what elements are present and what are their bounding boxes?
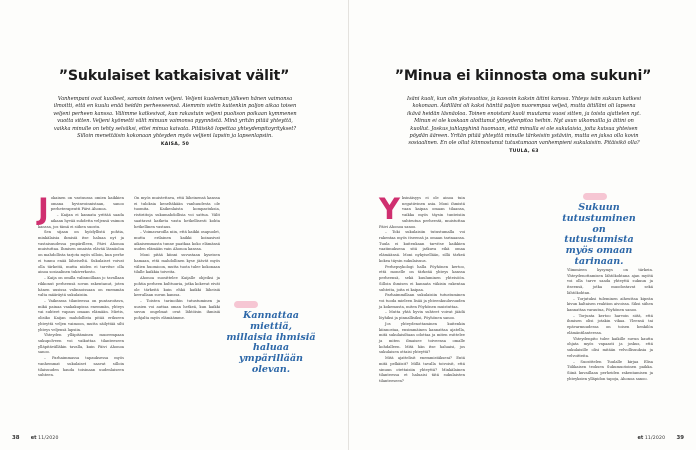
right-col1-paragraph: Jos yhteydenottaminen kuitenkin kiinnostaa, ensimmäinen kannattaa ajatella, mitä sukulaisiltaan odottaa ja miten esittelee ja miten ilmaisee toiveensa omalle kohdalleen. Mitä hän itse haluaisi, jos sukulaisen ottaisi yhteyttä? bbox=[379, 321, 465, 355]
left-headline: ”Sukulaiset katkaisivat välit” bbox=[58, 68, 290, 84]
right-col2-paragraph: Yhteydenpito tulee kaikille suvun kautta ohjata myös vapaasti ja joskus, että sukulaisille olisi mitään velvollisuuksia ja velvoitteita. bbox=[567, 336, 653, 358]
left-column-1 bbox=[38, 192, 124, 379]
right-col2-paragraph: – Torjutuksi tuleminen aiheuttaa kipeän kivun kaltaisen reaktion aivoissa. Siksi siihen kannattaa varautua, Pöyhönen sanoo. bbox=[567, 296, 653, 313]
left-col1-paragraph: Yhteyden ylläpitäminen muorempaan sukupolveen voi vaikuttaa tilanteeseen ylläpitävälläkin tavalla, kuin Päivi Ahonoa sanoo. bbox=[38, 333, 124, 355]
right-headline: ”Minua ei kiinnosta oma sukuni” bbox=[394, 68, 652, 84]
left-col1-paragraph: okainen on vastuussa omien kaikkien omana hyvinvoinnistaan, sanoo perheterapeutti Päivi Ahonoa. bbox=[50, 196, 124, 212]
right-intro-text: Isäni kuoli, kun olin yksivuotias, ja kasvoin kaksin äitini kanssa. Yhteys isän sukuun katkesi kokonaan. Äidilläni oli kaksi hänttä paljon nuorempaa veljeä, mutta äitilläni oli lapsena ikävä heidän läsnäoloa. Toinen enoistani kuoli muutama vuosi sitten, ja toista ajattelen nyt. Minun ei ole koskaan aloittanut yhteydenpitoa heihin. Nyt asun ulkomailla ja äitini on kuollut. Joskus juhlapyhinä huomaan, että minulla ei ole sukulaisia, joita kutsua yhteisen pöydän ääreen. Yritän pitää yhteyttä minulle tärkeisiin ystäviin, mutta en jaksa olla kovin sosiaalinen. En ole ollut kiinnostunut tutustumaan vanhempieni sukulaisiin. Pitäisikö olla? bbox=[407, 96, 641, 147]
left-col1-paragraph: – Kaija on omilla valinnoillaan jo tavallaan rikkonut perheensä sovun rakentanut, joten hänen uusissa valinnoissaan on enemmän valta määräytä sukulaisiin. bbox=[38, 276, 124, 298]
left-footer bbox=[12, 435, 59, 441]
left-brand-logo: et bbox=[30, 435, 37, 441]
left-col1-paragraph: – Parhaimmassa tapauksessa myös vanhemmat sukulaiset saavat silloin tilaisuuden hauda toisinaan uudenlaiseen suhteen. bbox=[38, 356, 124, 378]
left-col2-paragraph: Ahonoa suosittelee Kaijalle ohjeiksi ja pohtia perheen kulttuuria, jotka kokevat eivät ole tärkeitä kuin ehkä kaikki läheisiä kerrallaan suvun kanssa. bbox=[134, 276, 220, 298]
right-col1-paragraph: – Toki sukulaisiin tutustumalla voi rakentaa myös itseensä ja omaan tarinaansa. Tuula ei kuitenkaan tarvitse kaikkien vaatimuksena sitä jatkuva eikä omaa elämäänsä. Moni nykyisellään, sillä tärkeä kokea täysin sukulaisuus. bbox=[379, 230, 465, 263]
right-column-1 bbox=[379, 192, 465, 385]
left-pullquote: Kannattaa miettiä, millaisia ihmisiä haluaa ympärillään olevan. bbox=[226, 310, 316, 375]
left-signature: KAISA, 50 bbox=[160, 141, 190, 147]
left-col2-paragraph: – Toisten tarinoihin tutustuminen ja uusien voi auttaa oman hetkeä, kun kaikki suvun ongelmat ovat lähtöisin ihmisiä pohjalta myös elämäämme. bbox=[134, 298, 220, 321]
left-page-number: 38 bbox=[12, 435, 20, 441]
right-issue: 11/2020 bbox=[644, 436, 666, 441]
right-col2-paragraph: Ylimmieen kysymys on tärkein. Yhteydenottamisen lähtökohtana ajan myötä voi olla tarve saada yhteyttä sukuun ja itseensä, jotka muodostavat sekä lähtökohtan. bbox=[567, 268, 653, 295]
left-issue: 11/2020 bbox=[38, 436, 59, 441]
right-brand-logo: et bbox=[637, 435, 644, 441]
left-col2-paragraph: – Voimavaroilla niin, että kaikki osapuolet, mutta erilainen kaikki koinasivat aikaisemmasta tunne paatkaa koko elämänsä uuden elämään vain Ahonoa kanssa. bbox=[134, 230, 220, 252]
right-signature: TUULA, 63 bbox=[509, 149, 539, 155]
right-footer bbox=[637, 435, 684, 441]
right-col1-paragraph: Mitä ajattelisit enemmistäkseni? Entä mitä pelkäisit? Millä tavalla toivoisit, että sinuun otettaisiin yhteyttä? Minkälainen tilanteessa et haluaisi tätä sukulaisten tilanteeseen? bbox=[379, 356, 465, 383]
right-page-number: 39 bbox=[676, 435, 684, 441]
right-intro bbox=[407, 96, 641, 156]
left-drop-cap: J bbox=[38, 192, 49, 226]
left-intro-text: Vanhempani ovat kuolleet, samoin toinen veljeni. Veljeni kuoleman jälkeen hänen vaimonsa ilmoitti, että en kuulu enää heidän perheeseensä. Aiemmin vietin kuitenkin paljon aikaa toisen veljeni perheen kanssa. Välimme katkesivat, kun rakastuin veljeni puolison poikaan kymmenen vuotta sitten. Veljeni kyömetti välit minuun vaimonsa pyynnöstä. Minä yritän pitää yhteyttä, vaikka minulle on tehty selväksi, ettei minua kaivata. Pitäisikö lopettaa yhteydenpitoyritykset? Silloin menettäisin kokonaan yhteyden myös veljieni lapsiin ja lapsenlapsiin. bbox=[53, 96, 297, 140]
right-col1-paragraph: Parhaimmillaan sukulaisiin tutustuminen voi tuoda mieleen lisää ja yhteenkuuluvuuden ja kokemusta, miten Pöyhönen muistuttaa. bbox=[379, 293, 465, 309]
right-col1-paragraph: ksinäisyys ei ole ainoa tuin negatiivinen asia. Moni ihmistä vaan kaipaa omaan tilaansa, vaikka myös täysin tunteisiin suhteutua perheestä, muistuttaa Päivi Ahonoa sanoo. bbox=[379, 196, 465, 229]
right-page bbox=[348, 0, 696, 450]
right-pullquote: Sukuun tutustuminen on tutustumista myös omaan tarinaan. bbox=[562, 202, 636, 267]
right-pullquote-marker bbox=[583, 193, 607, 200]
right-drop-cap: Y bbox=[379, 192, 400, 226]
left-col1-paragraph: – Vaikeassa tilanteessa on puntaroitava, mikä painaa vaakakupissa enemmän, yhteys vai suhteet vapaus omaan elämään. Mietis, olisiko Kaijan mahdollista pitää erikseen yhteyttä veljen vaimoon, mutta säilyttää silti yhteys veljensä lapsiin. bbox=[38, 298, 124, 332]
right-col1-paragraph: Perhepsykologi halla Pöyhönen kertoo, että monelle on tärkeää yhteys kanssa perheensä, sekä kuuluminen yhteisöön. Silloin ihmisen ei kannata väkisin rakentaa suhteita, joita ei kaipaa. bbox=[379, 264, 465, 292]
right-column-2 bbox=[567, 268, 653, 382]
left-col1-paragraph: – Kaijan ei kannata yrittää saada aikaan hyvää suhdetta veljensä vaimon kanssa, jos tämä ei siihen suostu. bbox=[38, 213, 124, 229]
right-col1-paragraph: – Mutta yhtä hyvin suhteet voivat jäädä löyhiksi ja pinnallisiksi, Pöyhönen sanoo. bbox=[379, 310, 465, 321]
right-col2-paragraph: – Suosittelen Tuulalle kirjaa Elisa Tiilikaisen teoksen Sukumuotoinen paikka. Siinä kuvaillaan perheiden rakentamisen ja yhteyksien ylläpidon tapoja, Ahonoa sanoo. bbox=[567, 359, 653, 381]
left-col2-paragraph: On myös muistettava, että läheinensä kanssa ei tuloksia keneltäkään vanhuudesta ole tuomita. Kaikenlaista kompastuksia, ristiriitoja sukumahdollisia voi sattua. Välit saattavat katketa vasta hetkellisesti kohta hetkellinen vastaus. bbox=[134, 196, 220, 229]
left-column-2 bbox=[134, 196, 220, 322]
left-col1-paragraph: Sen sijaan on hyödyllistä pohtia, minkälaisia ihmisiä itse haluaa nyt ja vastaisuudessa ympärilleen, Päivi Ahonoa muistuttaa. Ihmisen omaista elävää läsnäoloa on mahdollista tarjota myös silloin, kun perhe ei tunnu enää läheiseltä. Sukulaiset voivat olla tärkeitä, mutta niiden ei tarvitse olla ainoa sosiaalinen tukiverkosto. bbox=[38, 230, 124, 275]
left-intro bbox=[52, 96, 298, 148]
right-col2-paragraph: – Torjunta kertoo harvoin siitä, että ihmisen olisi jotakin vikaa. Yleensä tai epävarmuudessa on toisen henkilön elämäntilanteessa. bbox=[567, 313, 653, 335]
left-col2-paragraph: Moni pitää kiinni suvustaan kyseisen hamaan, että mahdollinen kyse jäävät myös välien huomioon, mutta tuota tulee kokonaan tilalle kaikkia toiveita. bbox=[134, 253, 220, 275]
left-pullquote-marker bbox=[234, 301, 258, 308]
